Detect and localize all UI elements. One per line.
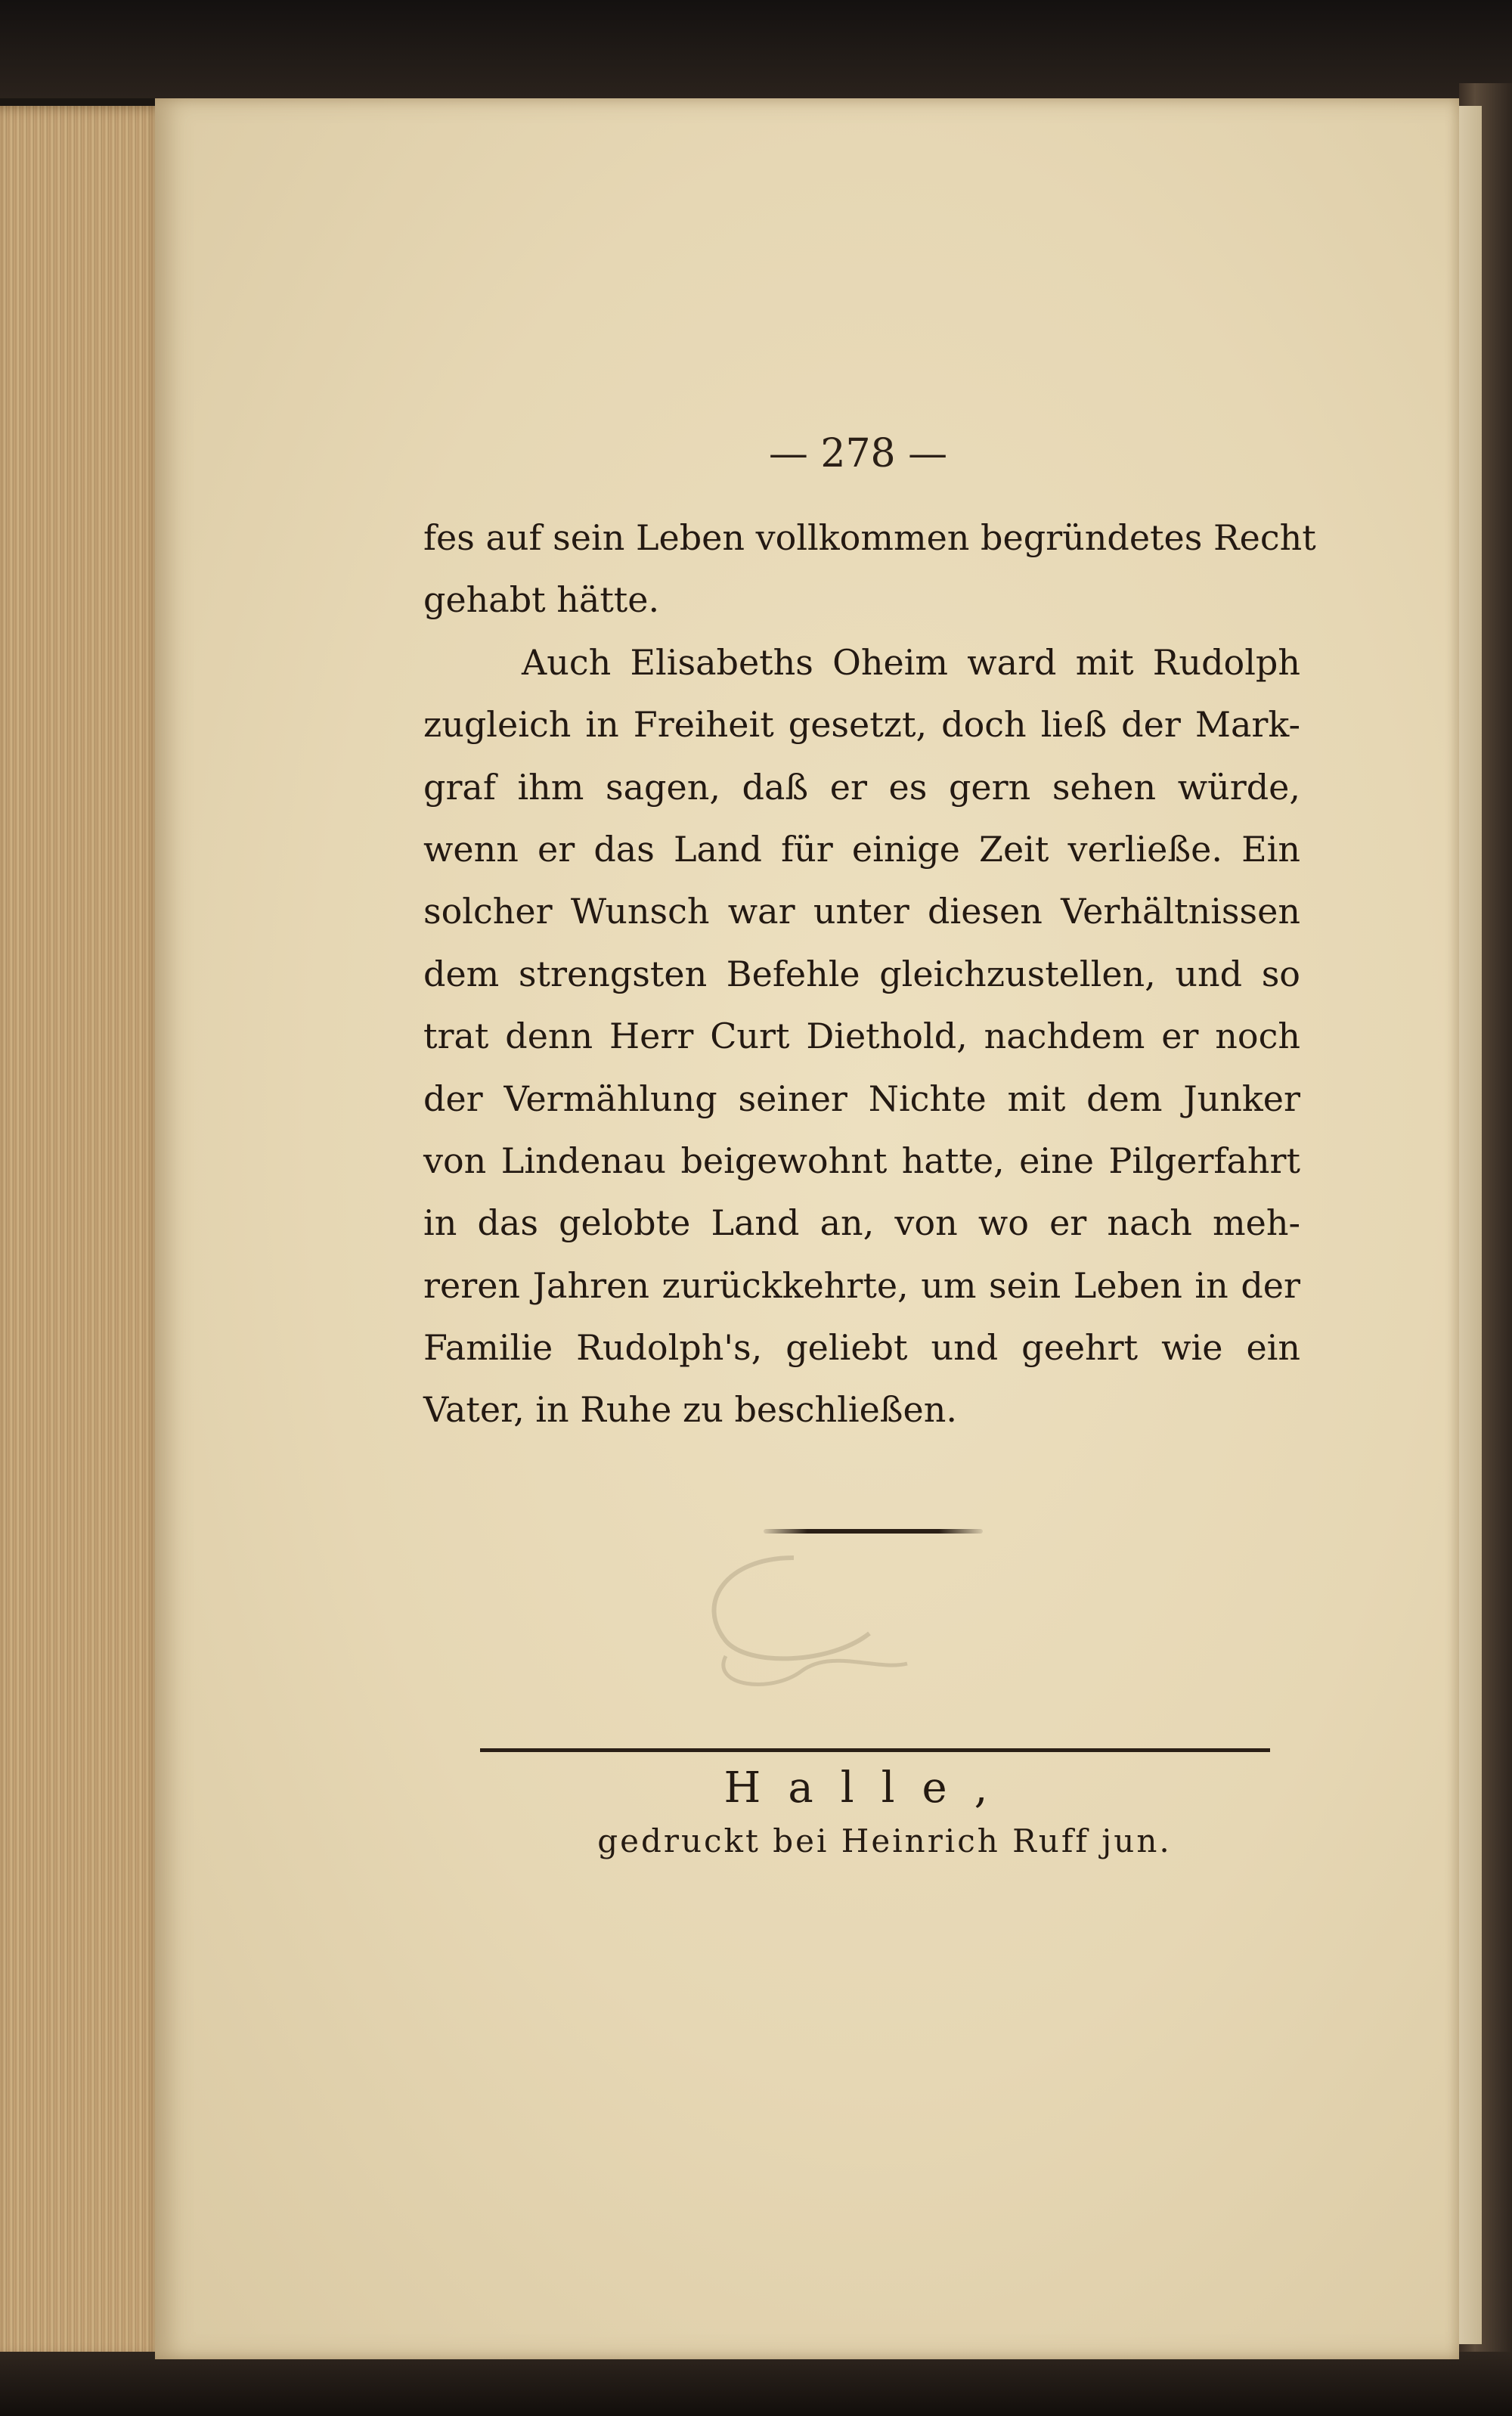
page-block-edges xyxy=(0,106,166,2359)
text-line: Vater, in Ruhe zu beschließen. xyxy=(423,1389,957,1431)
library-stamp-show-through xyxy=(680,1543,922,1701)
text-line: solcher Wunsch war unter diesen Verhältnissen xyxy=(423,891,1300,932)
text-line: zugleich in Freiheit gesetzt, doch ließ der Mark- xyxy=(423,704,1300,746)
end-ornament-rule xyxy=(764,1529,983,1534)
text-line: in das gelobte Land an, von wo er nach meh- xyxy=(423,1202,1300,1244)
text-line: der Vermählung seiner Nichte mit dem Junker xyxy=(423,1078,1300,1119)
colophon-printer: gedruckt bei Heinrich Ruff jun. xyxy=(597,1822,1172,1859)
text-line: dem strengsten Befehle gleichzustellen, und so xyxy=(423,953,1300,994)
text-line: trat denn Herr Curt Diethold, nachdem er noch xyxy=(423,1016,1300,1057)
text-line: wenn er das Land für einige Zeit verließe. Ein xyxy=(423,828,1300,870)
scan-background-top xyxy=(0,0,1512,98)
colophon-place: Halle, xyxy=(723,1763,1015,1813)
body-text xyxy=(423,507,1316,1441)
text-line: graf ihm sagen, daß er es gern sehen würde, xyxy=(423,766,1300,808)
text-line: fes auf sein Leben vollkommen begründetes Recht xyxy=(423,517,1316,558)
text-line: reren Jahren zurückkehrte, um sein Leben in der xyxy=(423,1264,1300,1306)
text-line: von Lindenau beigewohnt hatte, eine Pilgerfahrt xyxy=(423,1140,1300,1181)
scan-background-bottom xyxy=(0,2352,1512,2416)
adjacent-page-edge xyxy=(1459,106,1482,2344)
text-line: Auch Elisabeths Oheim ward mit Rudolph xyxy=(522,641,1300,683)
text-line: gehabt hätte. xyxy=(423,579,660,621)
text-line: Familie Rudolph's, geliebt und geehrt wie ein xyxy=(423,1327,1300,1369)
colophon-rule xyxy=(480,1748,1270,1752)
page-number: — 278 — xyxy=(768,431,948,476)
